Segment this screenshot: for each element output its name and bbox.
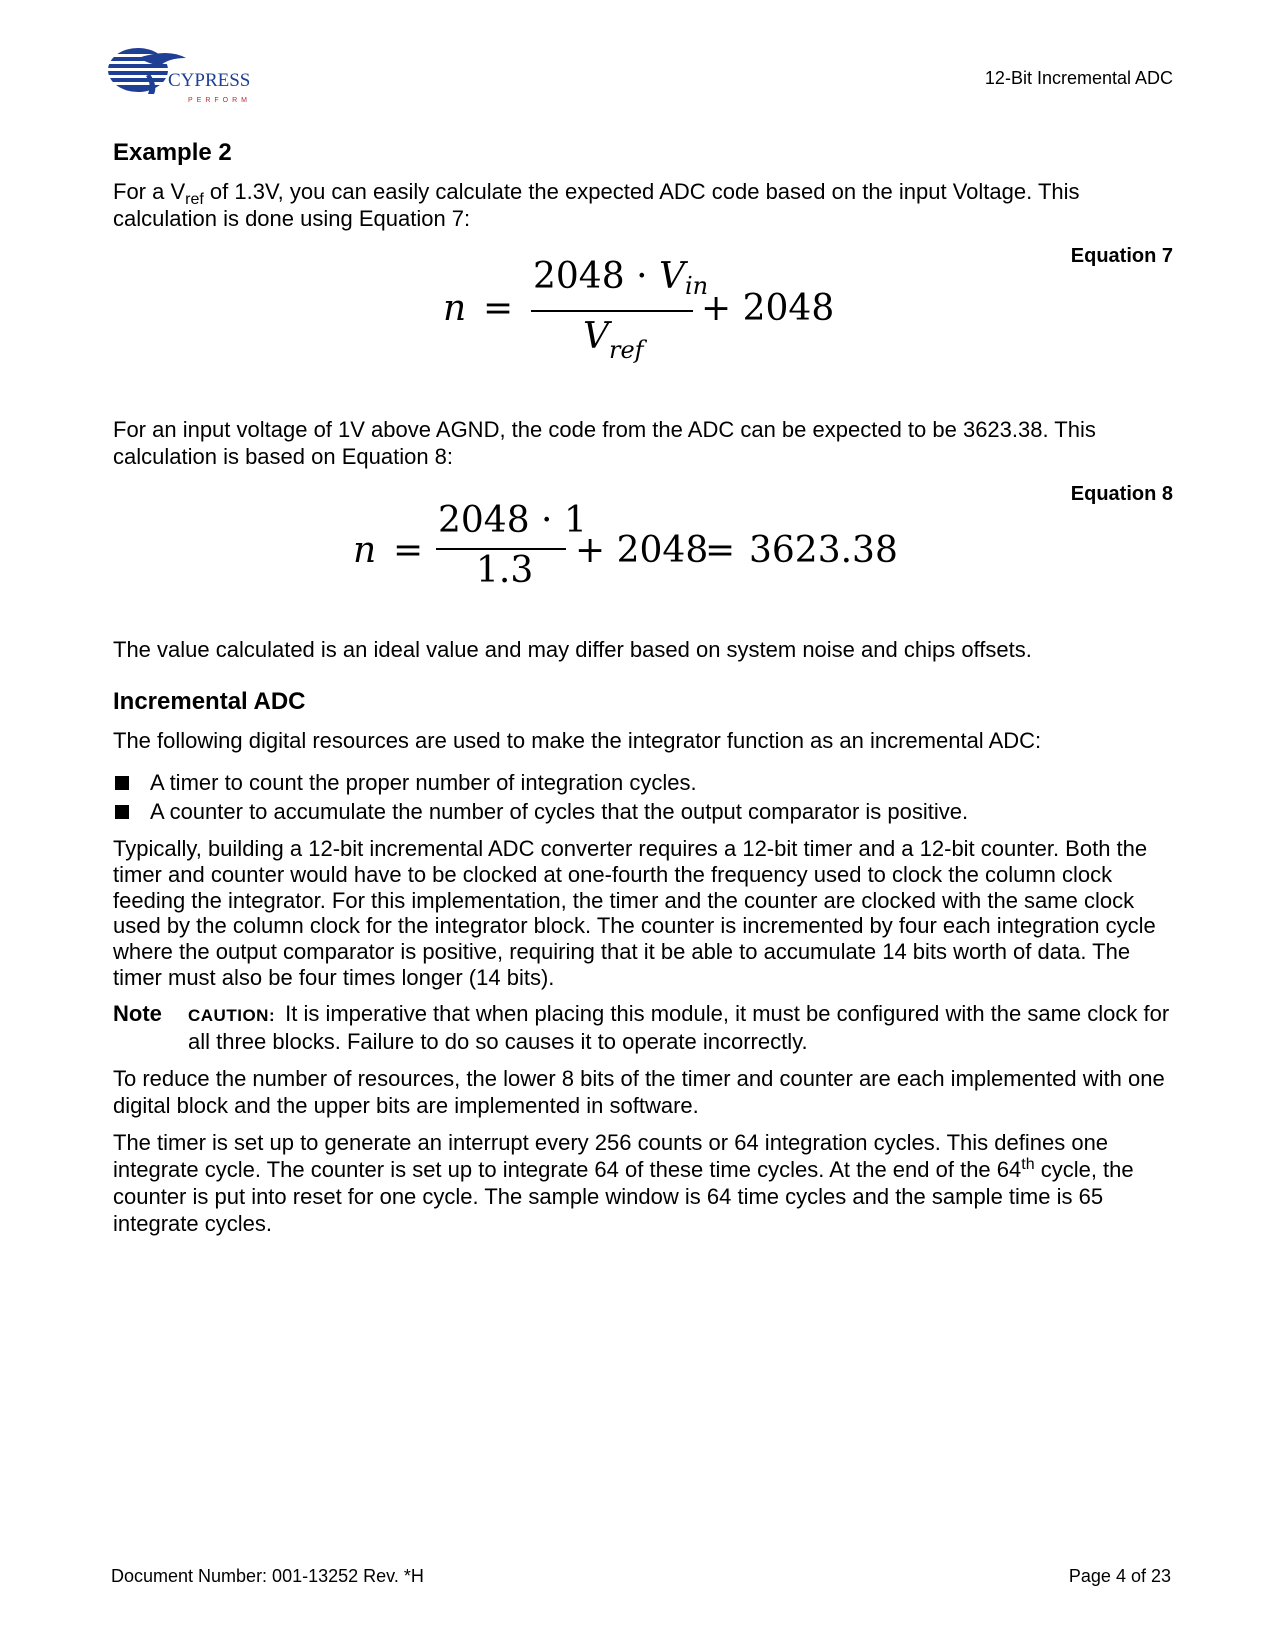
note-label: Note [113, 1000, 162, 1026]
incremental-adc-heading: Incremental ADC [113, 688, 306, 715]
list-item: A timer to count the proper number of integration cycles. [113, 768, 1173, 797]
example2-eq8-intro-paragraph: For an input voltage of 1V above AGND, the code from the ADC can be expected to be 3623.38. This calculation is based on Equation 8: [113, 417, 1096, 469]
footer-doc-number: Document Number: 001-13252 Rev. *H [111, 1566, 424, 1586]
caution-label: CAUTION: [188, 1005, 276, 1025]
equation7-label: Equation 7 [1070, 245, 1173, 267]
incremental-intro-paragraph: The following digital resources are used to make the integrator function as an incremental ADC: [113, 728, 1042, 753]
timer-paragraph: The timer is set up to generate an interrupt every 256 counts or 64 integration cycles. This defines one integrate cycle. The counter is set up to integrate 64 of these time cycles. At the end of the 64th cycle, the counter is put into reset for one cycle. The sample window is 64 time cycles and the sample time is 65 integrate cycles. [113, 1129, 1134, 1236]
equation8-label: Equation 8 [1070, 483, 1173, 505]
equation7-fraction-bar [531, 310, 693, 312]
ideal-value-paragraph: The value calculated is an ideal value and may differ based on system noise and chips offsets. [113, 637, 1032, 662]
example2-heading: Example 2 [113, 139, 232, 166]
typical-paragraph: Typically, building a 12-bit incremental ADC converter requires a 12-bit timer and a 12-bit counter. Both the timer and counter would have to be clocked at one-fourth the frequency used to clock the column clock feeding the integrator. For this implementation, the timer and the counter are clocked with the same clock used by the column clock for the integrator block. The counter is incremented by four each integration cycle where the output comparator is positive, requiring that it be able to accumulate 14 bits worth of data. The timer must also be four times longer (14 bits). [113, 836, 1156, 990]
equation8: n = 2048 · 1 1.3 + 2048 = 3623.38 [353, 500, 898, 591]
caution-text: It is imperative that when placing this module, it must be configured with the same clock for all three blocks. Failure to do so causes it to operate incorrectly. [188, 1000, 1170, 1054]
cypress-logo [98, 44, 268, 110]
list-item: A counter to accumulate the number of cycles that the output comparator is positive. [113, 797, 1173, 826]
main-content [113, 138, 1173, 1237]
reduce-resources-paragraph: To reduce the number of resources, the lower 8 bits of the timer and counter are each implemented with one digital block and the upper bits are implemented in software. [113, 1065, 1165, 1118]
svg-text:CYPRESS: CYPRESS [168, 70, 251, 91]
svg-text:PERFORM: PERFORM [188, 97, 251, 104]
footer-page-number: Page 4 of 23 [1068, 1566, 1171, 1586]
example2-intro-paragraph: For a $V_{ref}$ of 1.3V, you can easily calculate the expected ADC code based on the input Voltage. This calculation is done using Equation 7: [113, 179, 1080, 231]
equation7: n = $2048 \cdot V_{in}$ $V_{ref}$ + 2048 [443, 256, 835, 364]
header-doc-title: 12-Bit Incremental ADC [984, 68, 1173, 88]
resources-list [113, 768, 1173, 826]
caution-note [113, 1001, 1173, 1055]
